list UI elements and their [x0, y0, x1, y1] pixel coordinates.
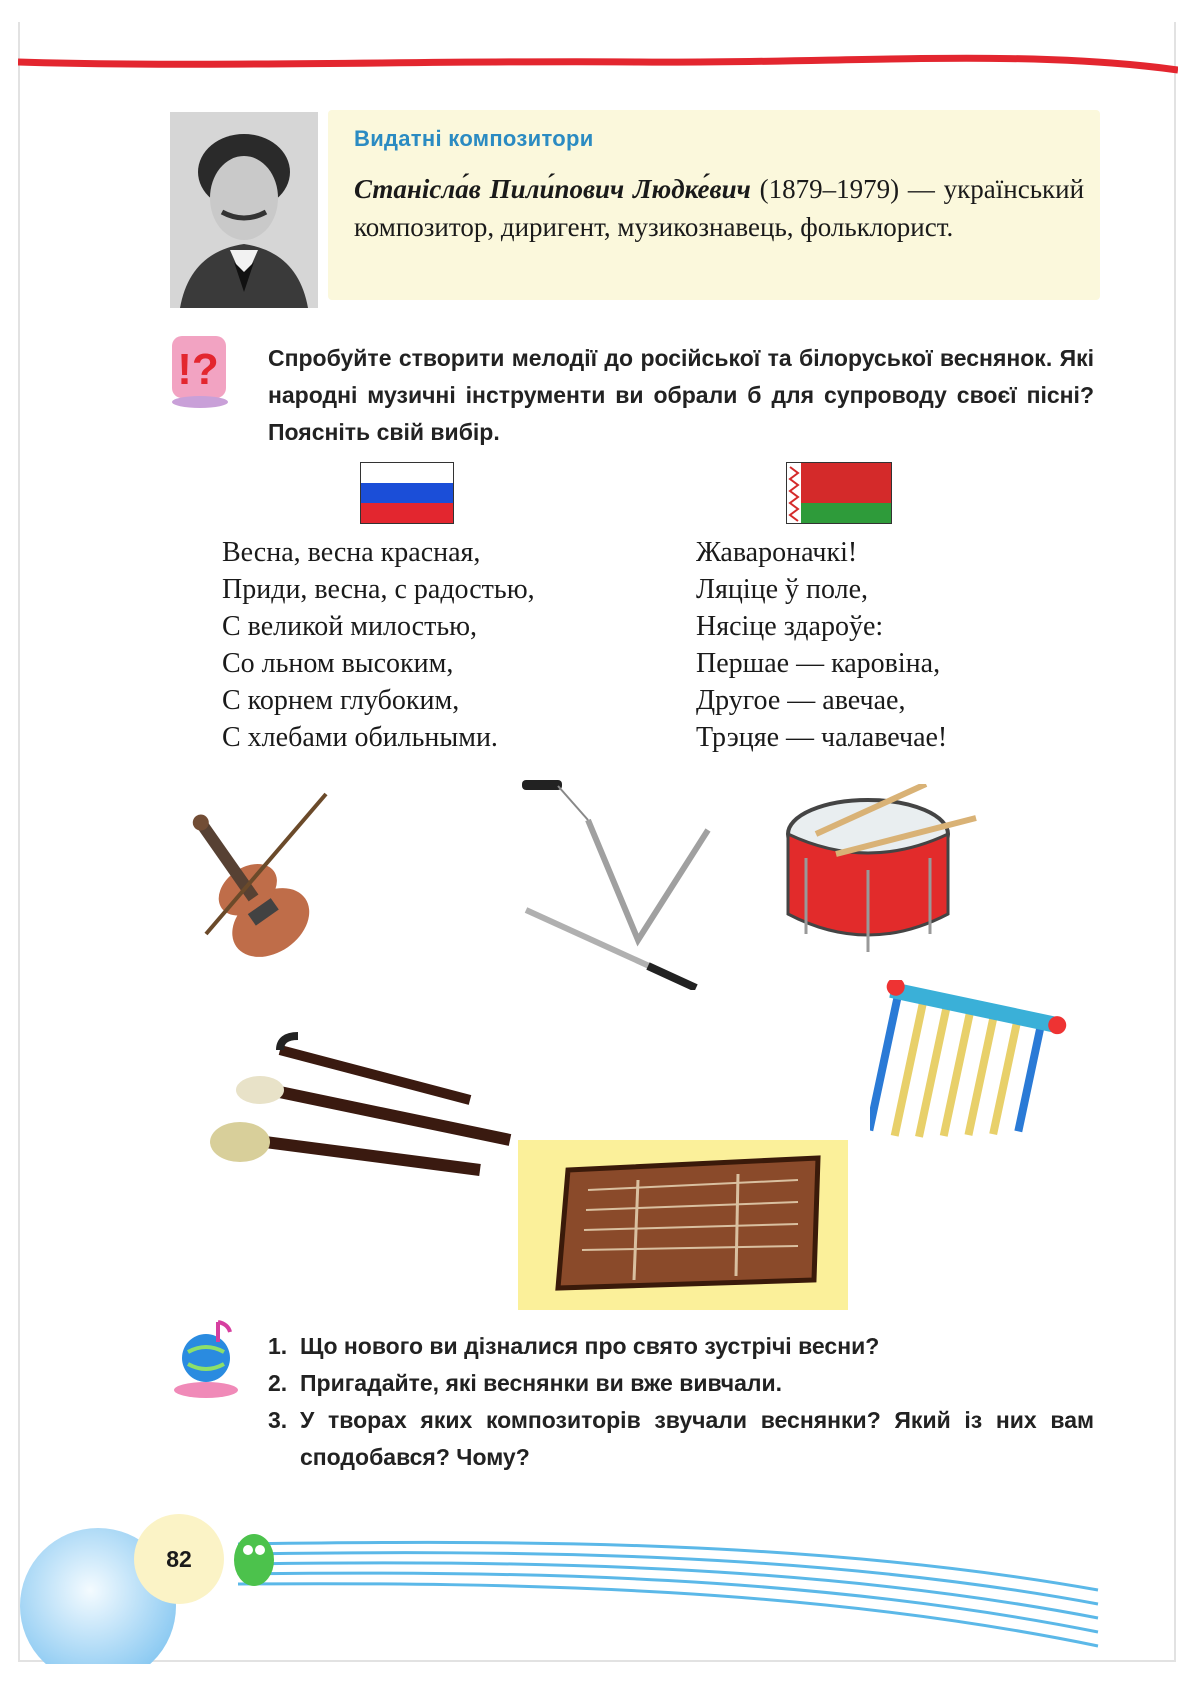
triangle-icon — [518, 770, 718, 990]
question-number: 3. — [268, 1407, 288, 1433]
belarusian-poem — [696, 534, 947, 756]
question-text: Пригадайте, які веснянки ви вже вивчали. — [300, 1370, 783, 1396]
composer-name: Станісла́в Пили́пович Людке́вич — [354, 174, 751, 204]
poem-line: Першае — каровіна, — [696, 648, 941, 679]
question-task-icon — [168, 332, 234, 408]
svg-text:!?: !? — [177, 345, 219, 394]
question-text: У творах яких композиторів звучали веснянки? Який із них вам сподобався? Чому? — [300, 1407, 1094, 1470]
drum-icon — [776, 784, 1006, 964]
poem-line: Другое — авечае, — [696, 685, 906, 716]
tsymbaly-icon — [518, 1140, 848, 1310]
violin-icon — [166, 784, 346, 964]
task-text: Спробуйте створити мелодії до російської та білоруської веснянок. Які народні музичні інструменти ви обрали б для супроводу своєї пісні? Поясніть свій вибір. — [268, 345, 1094, 445]
russian-flag-icon — [360, 462, 454, 524]
question-number: 1. — [268, 1333, 288, 1359]
page-number: 82 — [134, 1514, 224, 1604]
xylophone-icon — [870, 980, 1080, 1170]
bio-text — [354, 170, 1084, 246]
russian-poem — [222, 534, 535, 756]
questions-list — [268, 1328, 1094, 1476]
poem-line: Приди, весна, с радостью, — [222, 574, 535, 605]
poem-line: Ляціце ў поле, — [696, 574, 869, 605]
music-globe-icon — [166, 1312, 246, 1402]
poem-line: Со льном высоким, — [222, 648, 454, 679]
belarusian-flag-icon — [786, 462, 892, 524]
composer-portrait — [170, 112, 318, 308]
question-item — [268, 1365, 1094, 1402]
bio-heading: Видатні композитори — [354, 126, 594, 151]
poem-line: С великой милостью, — [222, 611, 478, 642]
poem-line: С корнем глубоким, — [222, 685, 460, 716]
poem-line: Нясіце здароўе: — [696, 611, 884, 642]
question-item — [268, 1328, 1094, 1365]
top-red-wave — [18, 40, 1178, 80]
composer-description: український композитор, диригент, музикознавець, фольклорист. — [354, 174, 1085, 242]
question-number: 2. — [268, 1370, 288, 1396]
composer-years: (1879–1979) — — [759, 174, 935, 204]
question-item — [268, 1402, 1094, 1476]
poem-line: Жавароначкі! — [696, 537, 858, 568]
poem-line: Трэцяе — чалавечае! — [696, 722, 948, 753]
sopilka-icon — [210, 1030, 520, 1210]
poem-line: Весна, весна красная, — [222, 537, 481, 568]
poem-line: С хлебами обильными. — [222, 722, 498, 753]
question-text: Що нового ви дізналися про свято зустрічі весни? — [300, 1333, 880, 1359]
